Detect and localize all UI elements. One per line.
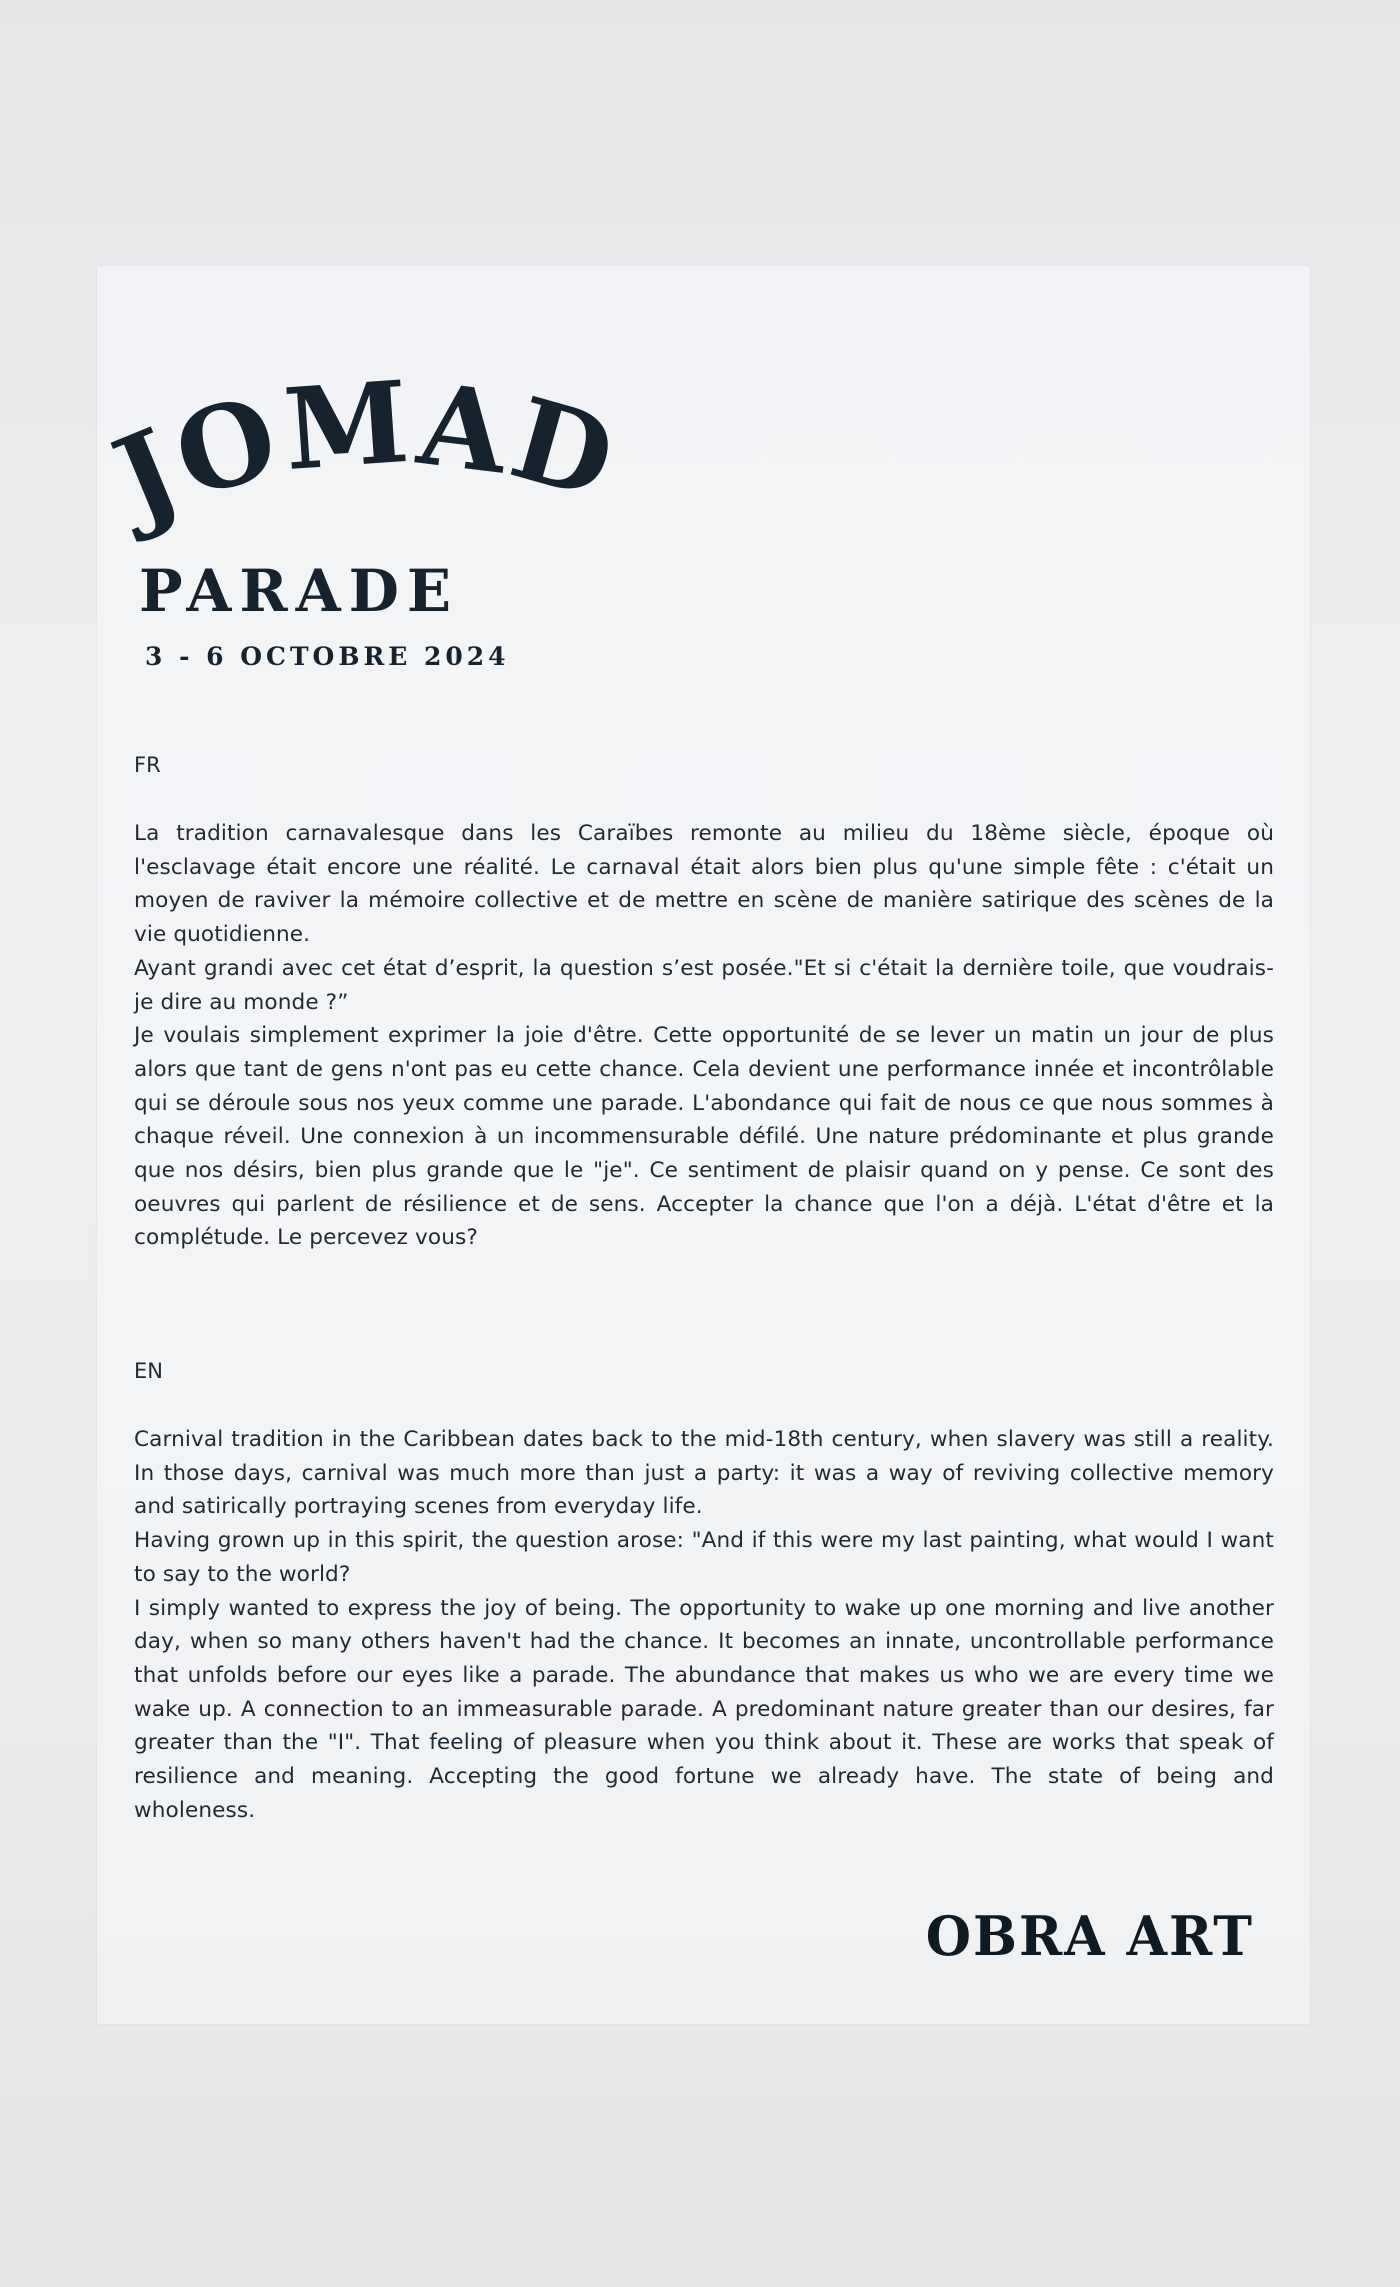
en-paragraph: I simply wanted to express the joy of being. The opportunity to wake up one morning and live another day, when so many others haven't had the chance. It becomes an innate, uncontrollable performance that unfolds before our eyes like a parade. The abundance that makes us who we are every time we wake up. A connection to an immeasurable parade. A predominant nature greater than our desires, far greater than the "I". That feeling of pleasure when you think about it. These are works that speak of resilience and meaning. Accepting the good fortune we already have. The state of being and wholeness. [134,1595,1274,1823]
english-text [134,1423,1274,1827]
en-paragraph: Carnival tradition in the Caribbean dates back to the mid-18th century, when slavery was still a reality. In those days, carnival was much more than just a party: it was a way of reviving collective memory and satirically portraying scenes from everyday life. [134,1427,1274,1520]
brand-logo: OBRA ART [925,1904,1254,1969]
section-label-en: EN [134,1359,163,1383]
french-text [134,817,1274,1255]
exhibition-poster [97,266,1310,2024]
poster-title [97,356,737,625]
section-label-fr: FR [134,753,161,777]
exhibition-dates: 3 - 6 OCTOBRE 2024 [145,642,510,671]
fr-paragraph: Ayant grandi avec cet état d’esprit, la question s’est posée."Et si c'était la dernière toile, que voudrais-je dire au monde ?” [134,955,1274,1015]
fr-paragraph: Je voulais simplement exprimer la joie d'être. Cette opportunité de se lever un matin un jour de plus alors que tant de gens n'ont pas eu cette chance. Cela devient une performance innée et incontrôlable qui se déroule sous nos yeux comme une parade. L'abondance qui fait de nous ce que nous sommes à chaque réveil. Une connexion à un incommensurable défilé. Une nature prédominante et plus grande que nos désirs, bien plus grande que le "je". Ce sentiment de plaisir quand on y pense. Ce sont des oeuvres qui parlent de résilience et de sens. Accepter la chance que l'on a déjà. L'état d'être et la complétude. Le percevez vous? [134,1023,1274,1251]
fr-paragraph: La tradition carnavalesque dans les Caraïbes remonte au milieu du 18ème siècle, époque où l'esclavage était encore une réalité. Le carnaval était alors bien plus qu'une simple fête : c'était un moyen de raviver la mémoire collective et de mettre en scène de manière satirique des scènes de la vie quotidienne. [134,821,1274,948]
title-jomad: JOMAD [97,356,632,546]
title-parade: PARADE [139,557,460,625]
en-paragraph: Having grown up in this spirit, the question arose: "And if this were my last painting, what would I want to say to the world? [134,1528,1274,1587]
